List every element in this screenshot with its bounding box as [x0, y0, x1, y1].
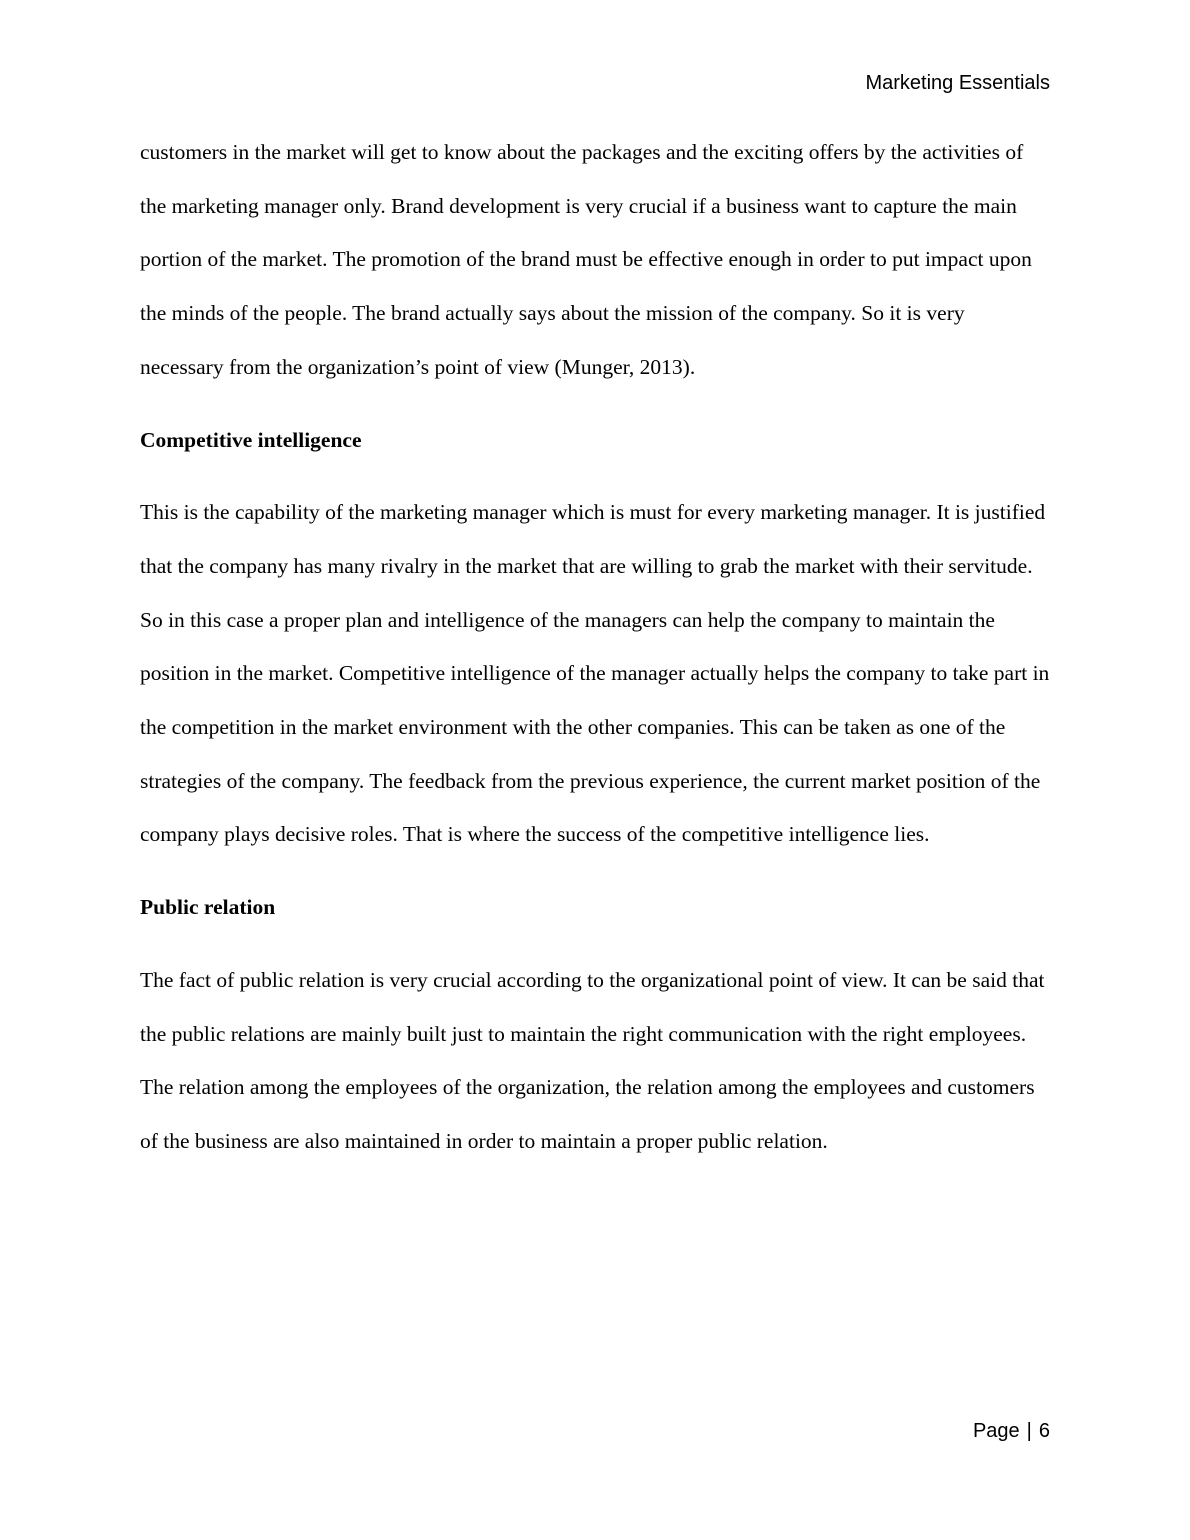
intro-paragraph: customers in the market will get to know about the packages and the exciting offers by the activities of the marketing manager only. Brand development is very crucial if a business want to capture the main portion of the market. The promotion of the brand must be effective enough in order to put impact upon the minds of the people. The brand actually says about the mission of the company. So it is very necessary from the organization’s point of view (Munger, 2013). — [140, 140, 1032, 379]
header-title: Marketing Essentials — [865, 72, 1050, 94]
section-paragraph-competitive-intelligence: This is the capability of the marketing manager which is must for every marketing manager. It is justified that the company has many rivalry in the market that are willing to grab the market with their servitude. So in this case a proper plan and intelligence of the managers can help the company to maintain the position in the market. Competitive intelligence of the manager actually helps the company to take part in the competition in the market environment with the other companies. This can be taken as one of the strategies of the company. The feedback from the previous experience, the current market position of the company plays decisive roles. That is where the success of the competitive intelligence lies. — [140, 500, 1050, 847]
page-separator: | — [1026, 1420, 1032, 1442]
section-paragraph-public-relation: The fact of public relation is very crucial according to the organizational point of view. It can be said that the public relations are mainly built just to maintain the right communication with the right employees. The relation among the employees of the organization, the relation among the employees and customers of the business are also maintained in order to maintain a proper public relation. — [140, 967, 1045, 1153]
page-footer — [973, 1418, 1050, 1444]
section-heading-competitive-intelligence: Competitive intelligence — [140, 427, 362, 452]
page-label: Page — [972, 1420, 1020, 1442]
section-heading-public-relation: Public relation — [140, 895, 276, 920]
page-number: 6 — [1038, 1420, 1050, 1442]
running-header — [865, 70, 1050, 96]
document-body — [140, 126, 1050, 1169]
